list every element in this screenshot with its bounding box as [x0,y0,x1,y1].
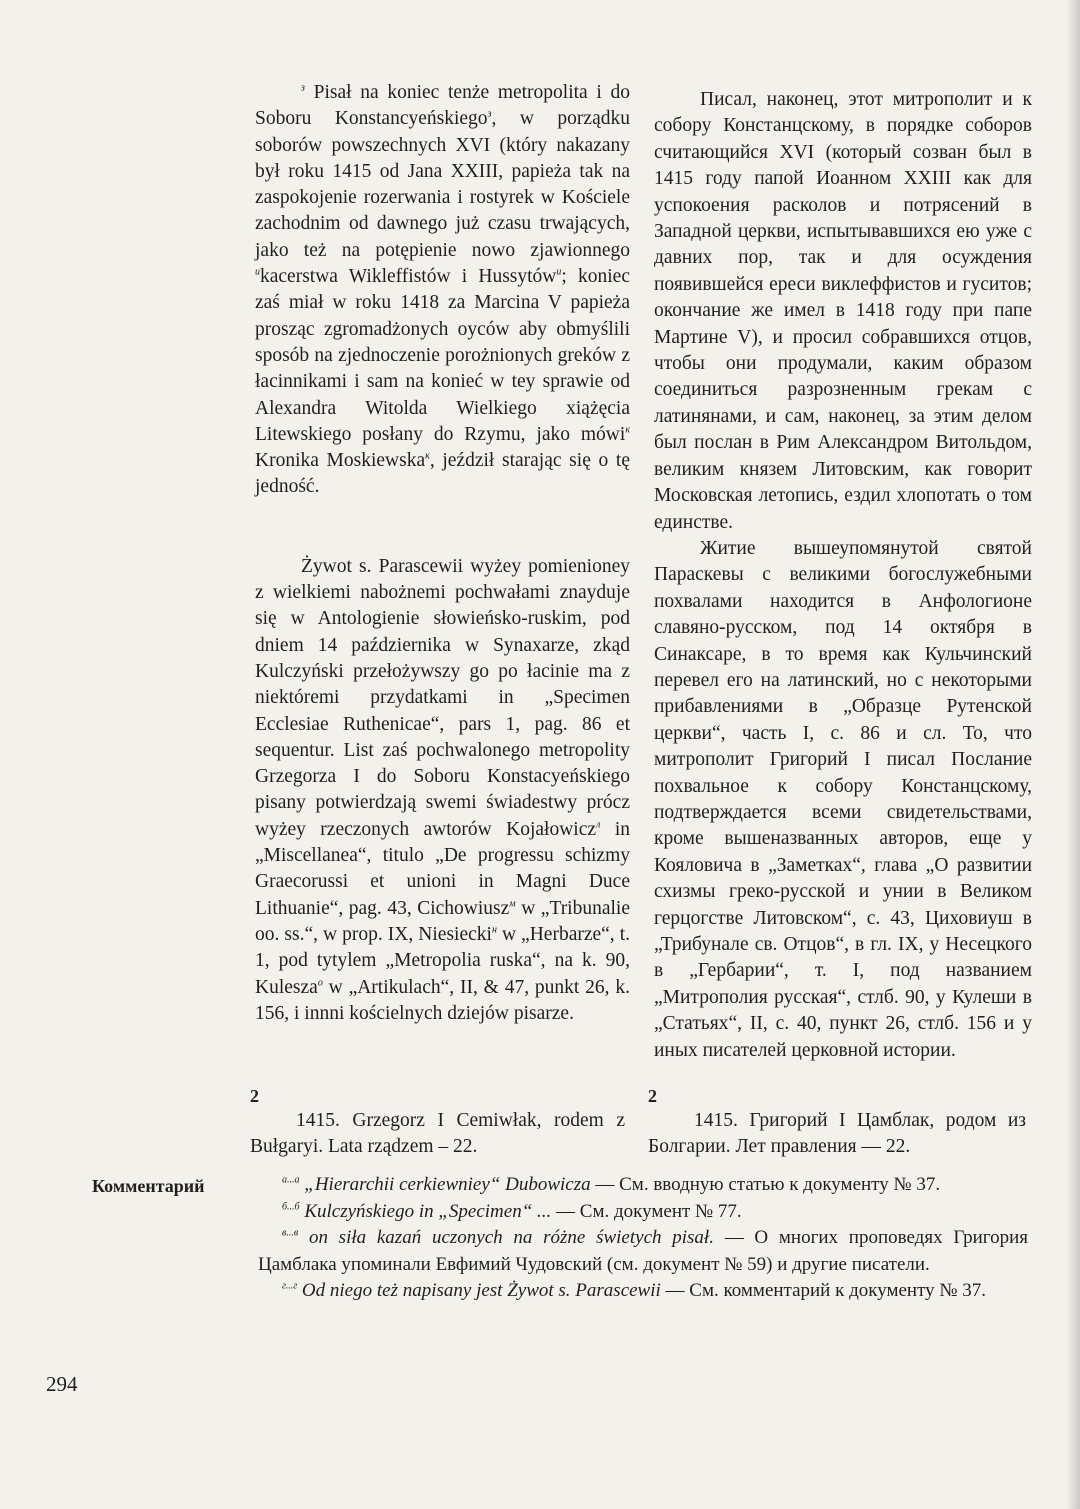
polish-paragraph-1: $^з$ Pisał na koniec tenże metropolita i do Soboru Konstancyeńskiego$^з$, w porządku soborów powszechnych XVI (który nakazany był roku 1415 od Jana XXIII, papieża tak na zaspokojenie rozerwania i rostyrek w Kościele zachodnim od dawnego już czasu trwających, jako też na potępienie nowo zjawionnego $^и$kacerstwa Wikleffistów i Hussytów$^и$; koniec zaś miał w roku 1418 za Marcina V papieża prosząc zgromadżonych oyców aby obmyślili sposób na zjednoczenie porożnionych greków z łacinnikami i sam na konieć w tey sprawie od Alexandra Witolda Wielkiego xiążęcia Litewskiego posłany do Rzymu, jako mówi$^к$ Kronika Moskiewska$^к$, jeździł starając się o tę jedność. [255,82,631,498]
polish-paragraph-2: Żywot s. Parascewii wyżey pomienioney z wielkiemi nabożnemi pochwałami znayduje się w Antologienie słowieńsko-ruskim, pod dniem 14 października w Synaxarze, zkąd Kulczyński przełożywszy go po łacinie ma z niektóremi przydatkami in „Specimen Ecclesiae Ruthenicae“, pars 1, pag. 86 et sequentur. List zaś pochwalonego metropolity Grzegorza I do Soboru Konstacyeńskiego pisany potwierdzają swemi świadestwy prócz wyżey rzeczonych awtorów Kojałowicz$^л$ in „Miscellanea“, titulo „De progressu schizmy Graecorussi et unioni in Magni Duce Lithuanie“, pag. 43, Cichowiusz$^м$ w „Tribunalie oo. ss.“, w prop. IX, Niesiecki$^н$ w „Herbarze“, t. 1, pod tytylem „Metropolia ruska“, na k. 90, Kulesza$^о$ w „Artikulach“, II, & 47, punkt 26, k. 156, i innni kościelnych dziejów pisarze. [255,555,631,1024]
polish-entry: 1415. Grzegorz I Cemiwłak, rodem z Bułgaryi. Lata rządzem – 22. [250,1110,625,1157]
polish-column [255,80,630,1027]
commentary-item: $^{в...в}$ on siła kazań uczonych na różne świetych pisał. — О многих проповедях Григория Цамблака упоминали Евфимий Чудовский (см. документ № 59) и другие писатели. [258,1227,1029,1275]
page-number: 294 [46,1372,78,1396]
commentary-label: Комментарий [92,1176,205,1196]
russian-entry-number: 2 [648,1086,657,1106]
footnote-marker: к [425,450,430,462]
footnote-marker: о [317,977,323,988]
footnote-marker: к [625,424,630,436]
commentary-block [258,1172,1028,1305]
footnote-marker: н [491,924,497,936]
commentary-item: $^{б...б}$ Kulczyńskiego in „Specimen“ ... — См. документ № 77. [282,1200,742,1222]
russian-paragraph-2: Житие вышеупомянутой святой Параскевы с великими богослужебными похвалами находится в Анфологионе славяно-русском, под 14 октября в Синаксаре, в то время как Кульчинский перевел его на латинский, но с некоторыми прибавлениями в „Образце Рутенской церкви“, часть I, с. 86 и сл. То, что митрополит Григорий I писал Послание похвальное к собору Констанцскому, подтверждается всеми свидетельствами, кроме вышеназванных авторов, еще у Кояловича в „Заметках“, глава „О развитии схизмы греко-русской и унии в Великом герцогстве Литовском“, с. 43, Циховиуш в „Трибунале св. Отцов“, в гл. IX, у Несецкого в „Гербарии“, т. I, под названием „Митрополия русская“, стлб. 90, у Кулеши в „Статьях“, II, с. 40, пункт 26, стлб. 156 и у иных писателей церковной истории. [654,537,1032,1061]
footnote-marker: з [301,82,305,94]
footnote-marker: м [509,898,516,910]
commentary-item: $^{а...а}$ „Hierarchii cerkiewniey“ Dubowicza — См. вводную статью к документу № 37. [282,1174,941,1195]
page-edge-shadow [1066,0,1080,1509]
commentary-item: $^{г...г}$ Od niego też napisany jest Żywot s. Parascewii — См. комментарий к документу № 37. [282,1280,987,1301]
russian-paragraph-1: Писал, наконец, этот митрополит и к собору Констанцскому, в порядке соборов считающийся XVI (который созван был в 1415 году папой Иоанном XXIII как для успокоения расколов и потрясений в Западной церкви, испытывавшихся ею уже с давних пор, так и для осуждения появившейся ереси виклеффистов и гуситов; окончание же имел в 1418 году при папе Мартине V), и просил собравшихся отцов, чтобы они продумали, каким образом соединиться разрозненным грекам с латинянами, и сам, наконец, за этим делом был послан в Рим Александром Витольдом, великим князем Литовским, как говорит Московская летопись, ездил хлопотать о том единстве. [654,89,1032,533]
polish-entry-number: 2 [250,1086,259,1106]
footnote-marker: и [255,266,260,278]
footnote-marker: з [487,108,492,120]
russian-entry: 1415. Григорий I Цамблак, родом из Болгарии. Лет правления — 22. [648,1110,1026,1157]
footnote-marker: и [556,266,562,278]
footnote-marker: л [596,819,601,831]
russian-column [654,87,1032,1064]
